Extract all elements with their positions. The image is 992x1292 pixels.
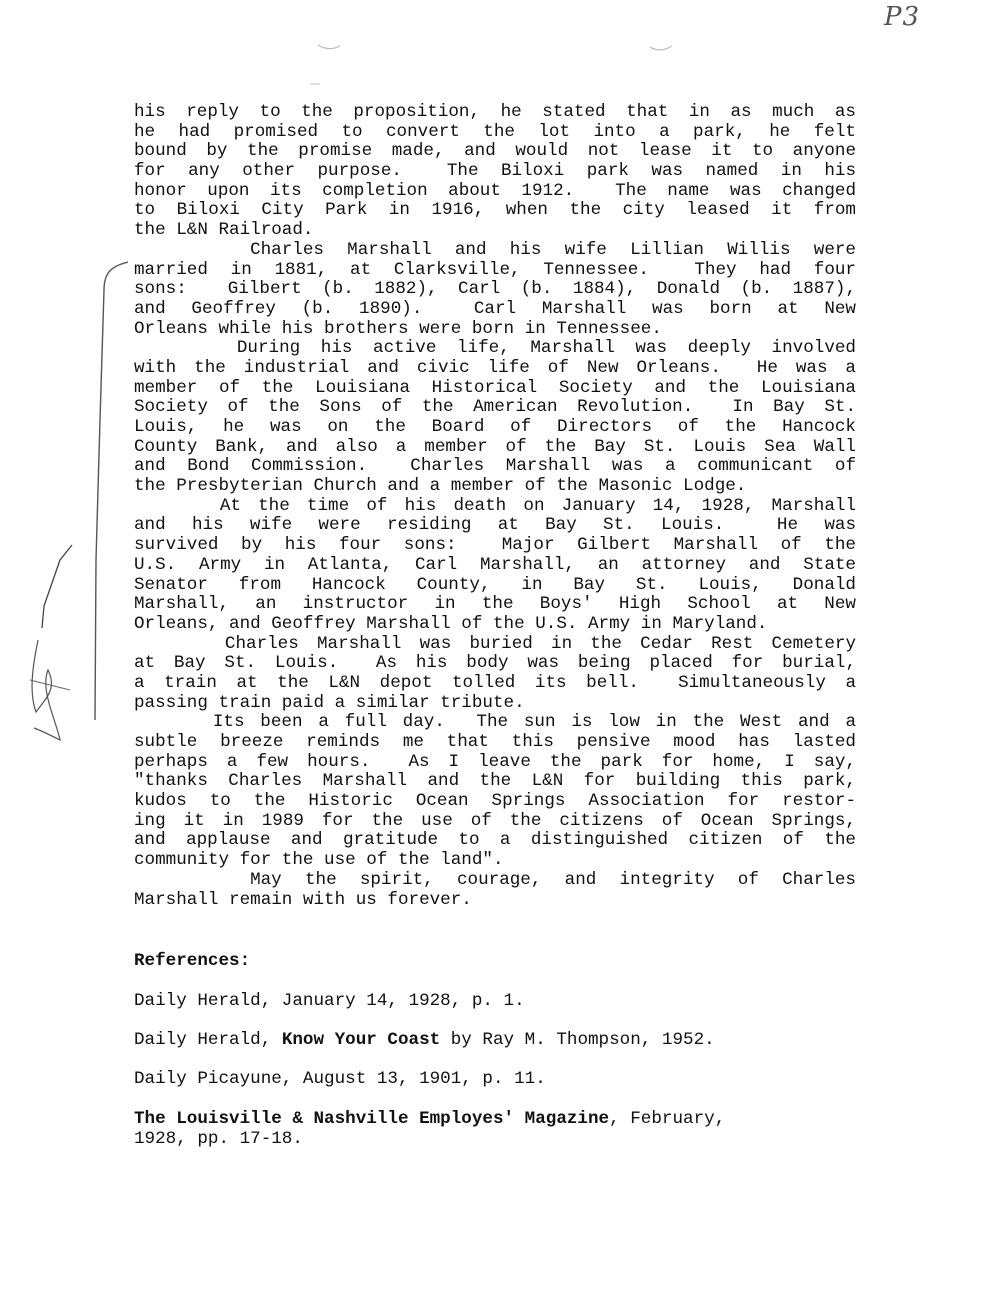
reference-text: Daily Picayune, August 13, 1901, p. 11. (134, 1069, 546, 1090)
body-line: member of the Louisiana Historical Society and the Louisiana (134, 377, 856, 398)
initials-cross-mark (30, 680, 70, 690)
scan-smudge (650, 46, 672, 50)
body-line: and applause and gratitude to a distinguished citizen of the (134, 830, 856, 851)
reference-text: by Ray M. Thompson, 1952. (440, 1030, 715, 1051)
body-line: to Biloxi City Park in 1916, when the city leased it from (134, 200, 856, 221)
body-line: County Bank, and also a member of the Bay St. Louis Sea Wall (134, 436, 856, 457)
body-line: and his wife were residing at Bay St. Louis. He was (134, 515, 856, 536)
body-line: for any other purpose. The Biloxi park was named in his (134, 161, 856, 182)
body-line: survived by his four sons: Major Gilbert Marshall of the (134, 535, 856, 556)
body-line: at Bay St. Louis. As his body was being placed for burial, (134, 653, 856, 674)
margin-bracket-mark (95, 262, 128, 720)
body-line: May the spirit, courage, and integrity of Charles (134, 869, 856, 890)
references-heading: References: (134, 951, 251, 971)
reference-title: Know Your Coast (281, 1030, 441, 1051)
body-line: Society of the Sons of the American Revolution. In Bay St. (134, 397, 856, 418)
body-line: Marshall, an instructor in the Boys' High School at New (134, 594, 856, 615)
body-line: with the industrial and civic life of New Orleans. He was a (134, 357, 856, 378)
body-line: honor upon its completion about 1912. The name was changed (134, 180, 856, 201)
page-number: P3 (884, 2, 921, 32)
reference-title: The Louisville & Nashville Employes' Magazine (134, 1108, 610, 1129)
body-line: U.S. Army in Atlanta, Carl Marshall, an attorney and State (134, 554, 856, 575)
body-line: passing train paid a similar tribute. (134, 692, 525, 713)
body-line: "thanks Charles Marshall and the L&N for building this park, (134, 771, 856, 792)
body-line: he had promised to convert the lot into a park, he felt (134, 121, 856, 142)
reference-text: Daily Herald, (134, 1030, 282, 1051)
body-line: married in 1881, at Clarksville, Tennessee. They had four (134, 259, 856, 280)
body-line: Orleans while his brothers were born in Tennessee. (134, 318, 662, 339)
body-line: a train at the L&N depot tolled its bell. Simultaneously a (134, 672, 856, 693)
reference-text: , February, 1928, pp. 17-18. (134, 1108, 726, 1149)
body-line: Charles Marshall was buried in the Cedar Rest Cemetery (134, 633, 856, 654)
body-line: ing it in 1989 for the use of the citizens of Ocean Springs, (134, 810, 856, 831)
body-line: Its been a full day. The sun is low in the West and a (134, 712, 856, 733)
body-line: Louis, he was on the Board of Directors of the Hancock (134, 417, 856, 437)
body-line: At the time of his death on January 14, 1928, Marshall (134, 495, 856, 516)
reference-text: Daily Herald, January 14, 1928, p. 1. (134, 990, 525, 1011)
body-line: the Presbyterian Church and a member of the Masonic Lodge. (134, 476, 747, 497)
body-line: Orleans, and Geoffrey Marshall of the U.S. Army in Maryland. (134, 613, 768, 634)
scan-smudge (318, 45, 340, 49)
body-line: Marshall remain with us forever. (134, 889, 472, 910)
body-line: community for the use of the land". (134, 850, 504, 871)
body-line: and Bond Commission. Charles Marshall was a communicant of (134, 456, 856, 477)
body-line: bound by the promise made, and would not lease it to anyone (134, 141, 856, 162)
body-line: the L&N Railroad. (134, 220, 314, 241)
body-line: sons: Gilbert (b. 1882), Carl (b. 1884), Donald (b. 1887), (134, 279, 856, 300)
initials-mark (32, 640, 60, 740)
body-line: kudos to the Historic Ocean Springs Association for restor- (134, 791, 856, 812)
body-line: perhaps a few hours. As I leave the park for home, I say, (134, 751, 856, 772)
body-line: his reply to the proposition, he stated that in as much as (134, 102, 856, 122)
body-line: Charles Marshall and his wife Lillian Willis were (134, 239, 856, 260)
body-line: During his active life, Marshall was deeply involved (134, 338, 856, 359)
body-line: subtle breeze reminds me that this pensive mood has lasted (134, 732, 856, 752)
check-mark (42, 545, 72, 628)
body-line: Senator from Hancock County, in Bay St. Louis, Donald (134, 574, 856, 595)
body-line: and Geoffrey (b. 1890). Carl Marshall was born at New (134, 298, 856, 319)
